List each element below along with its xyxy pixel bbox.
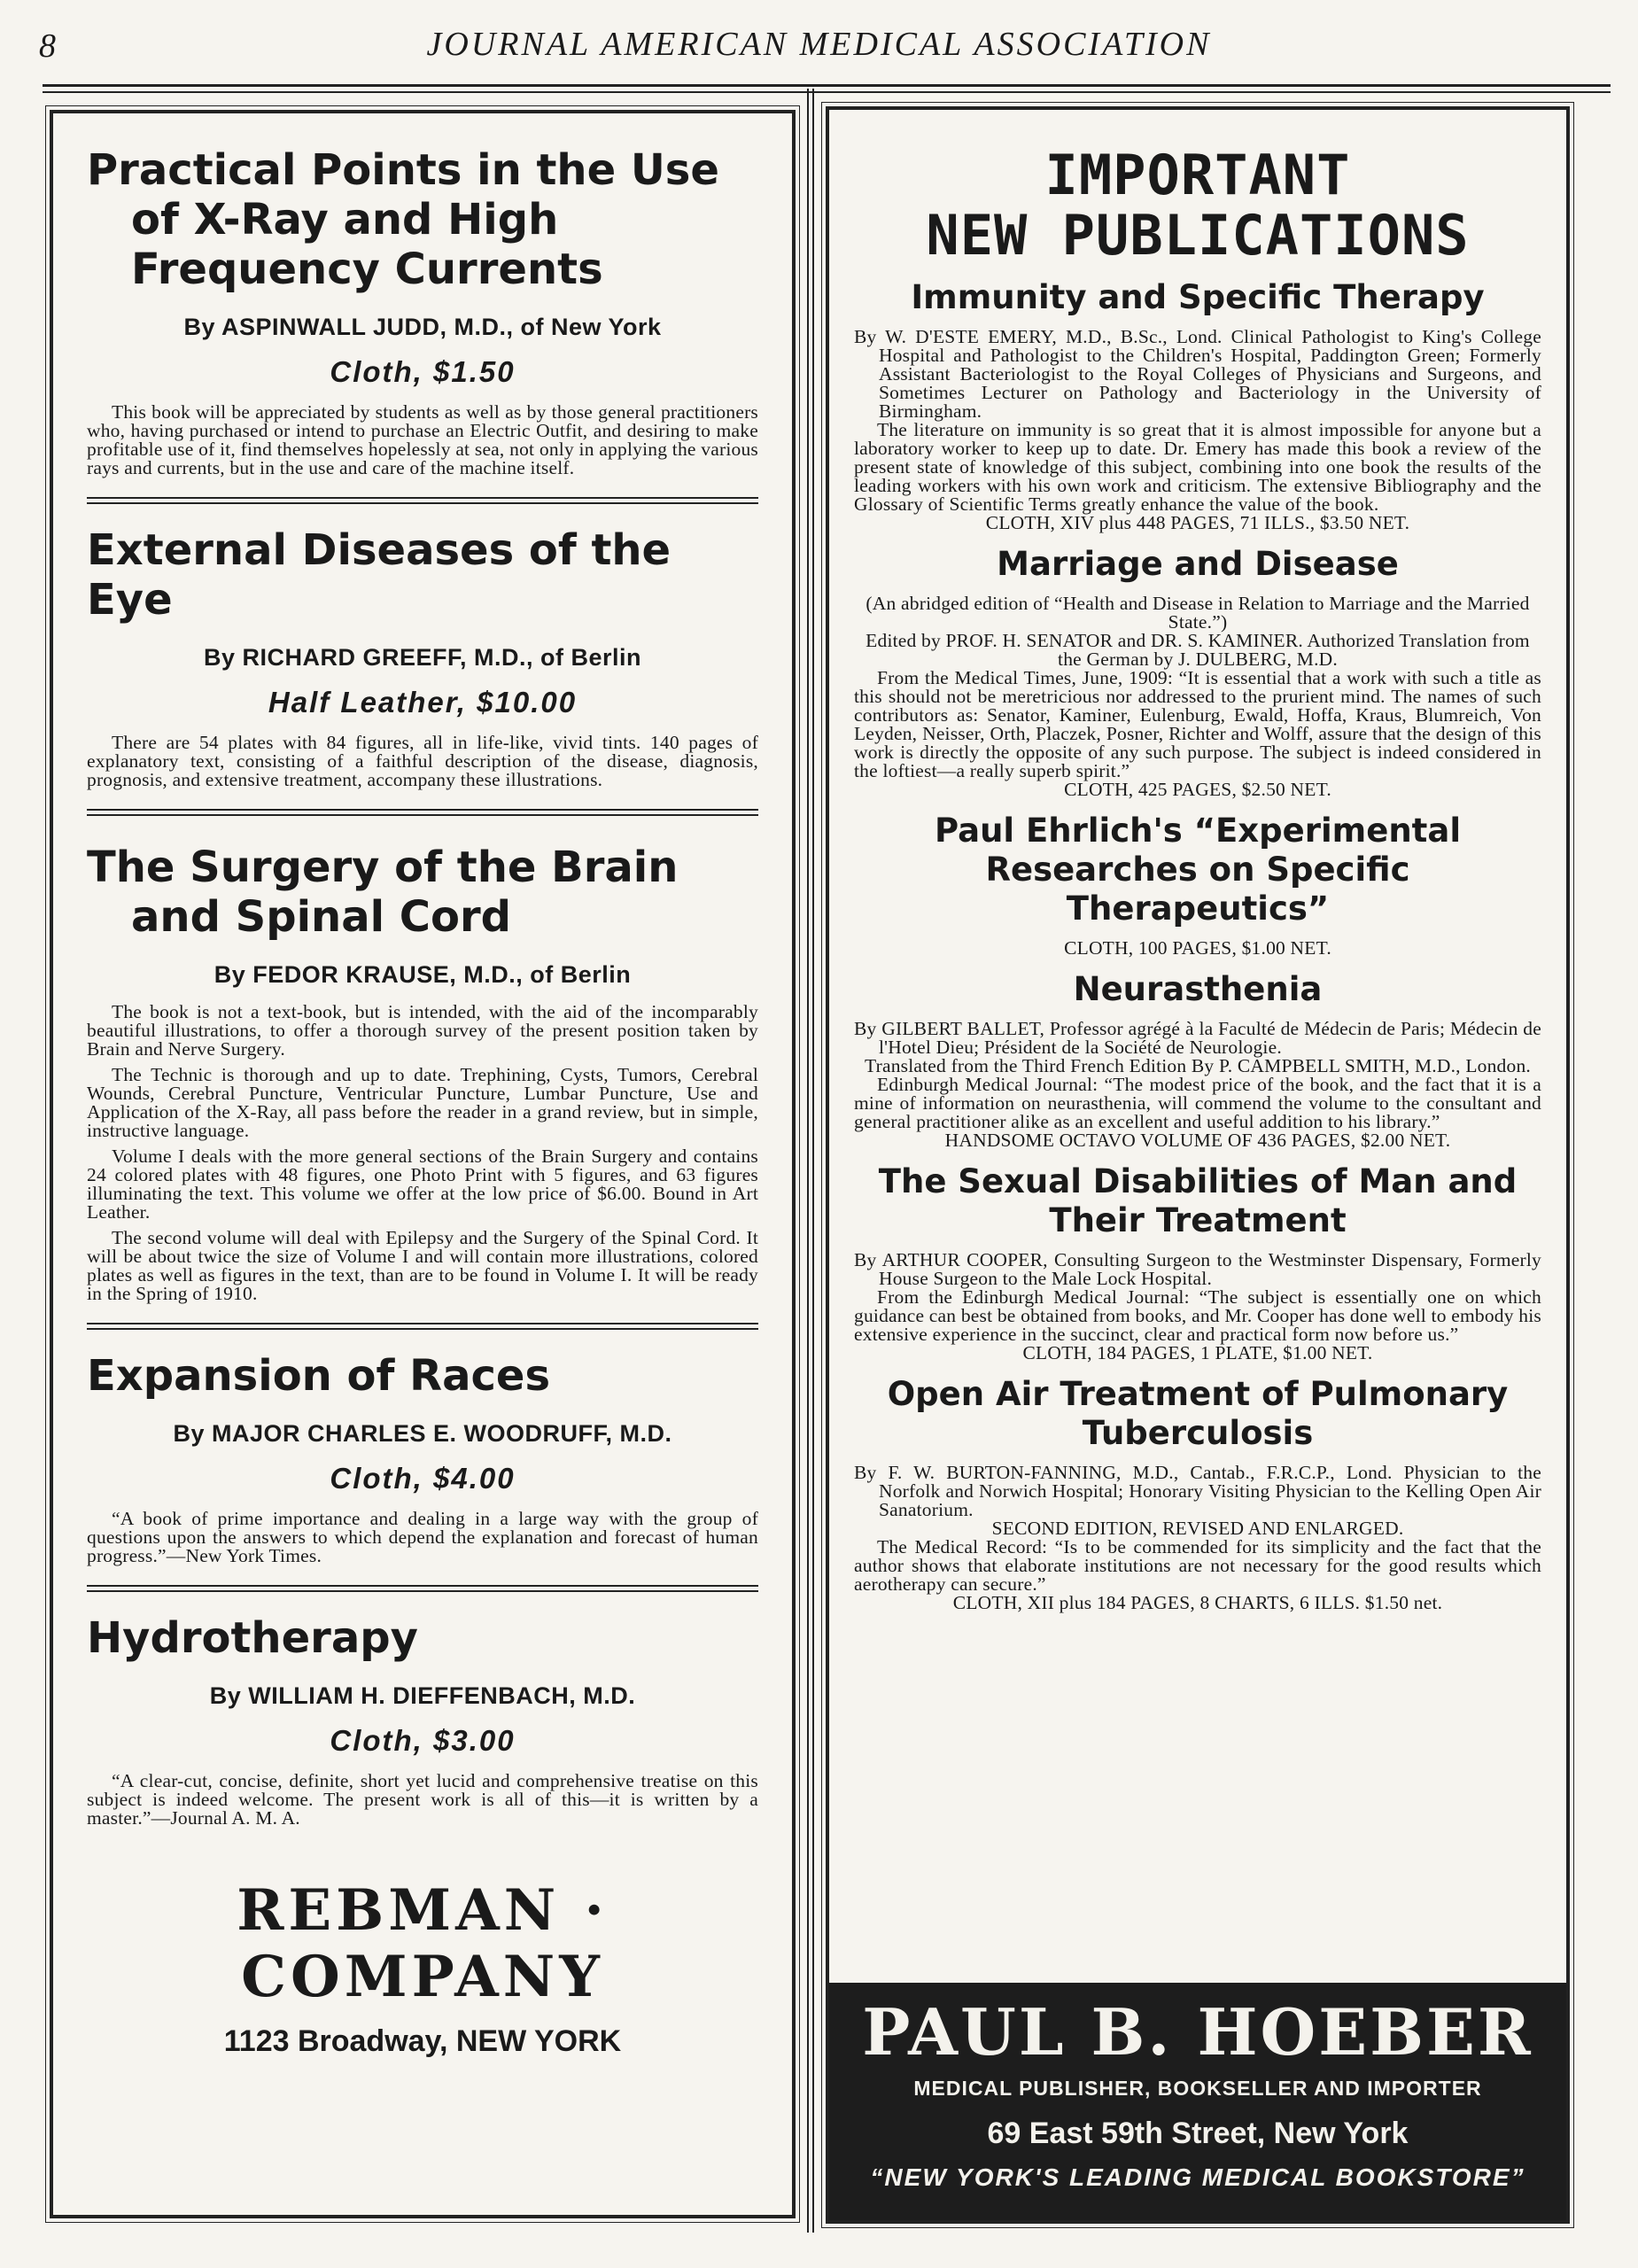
description-line: By GILBERT BALLET, Professor agrégé à la Faculté de Médecin de Paris; Médecin de l'Hotel Dieu; Président de la Société de Neurologie. xyxy=(854,1018,1541,1058)
description-line: The literature on immunity is so great that it is almost impossible for anyone but a laboratory worker to keep up to date. Dr. Emery has made this book a review of the present state of knowledge of this subject, combining into one book the results of the leading workers with his own work and criticism. The extensive Bibliography and the Glossary of Scientific Terms greatly enhance the value of the book. xyxy=(854,419,1541,515)
book-description xyxy=(87,403,758,478)
page-number: 8 xyxy=(39,27,56,65)
description-line: CLOTH, 425 PAGES, $2.50 NET. xyxy=(1064,779,1331,800)
description-paragraph: There are 54 plates with 84 figures, all in life-like, vivid tints. 140 pages of explanatory text, consisting of a faithful description of the disease, diagnosis, prognosis, and extensive treatment, accompany these illustrations. xyxy=(87,732,758,790)
publisher-name: PAUL B. HOEBER xyxy=(862,1994,1533,2070)
book-entry-races xyxy=(87,1351,758,1565)
book-title: Practical Points in the Use of X-Ray and High Frequency Currents xyxy=(87,145,719,294)
book-description xyxy=(854,594,1541,799)
book-entry xyxy=(854,1375,1541,1612)
description-line: By F. W. BURTON-FANNING, M.D., Cantab., F.R.C.P., Lond. Physician to the Norfolk and Norwich Hospital; Honorary Visiting Physician to the Kelling Open Air Sanatorium. xyxy=(854,1462,1541,1520)
hoeber-advertisement xyxy=(826,106,1570,2224)
book-byline: By MAJOR CHARLES E. WOODRUFF, M.D. xyxy=(173,1420,672,1447)
rebman-advertisement xyxy=(50,110,796,2218)
description-line: CLOTH, XIV plus 448 PAGES, 71 ILLS., $3.50 NET. xyxy=(985,512,1410,533)
book-description xyxy=(87,1510,758,1565)
book-byline: By ASPINWALL JUDD, M.D., of New York xyxy=(183,314,662,340)
book-title: Open Air Treatment of Pulmonary Tuberculosis xyxy=(887,1375,1509,1452)
publisher-address: 1123 Broadway, NEW YORK xyxy=(223,2024,622,2058)
book-title: Paul Ehrlich's “Experimental Researches on Specific Therapeutics” xyxy=(934,812,1462,928)
book-price: Cloth, $1.50 xyxy=(330,355,516,388)
section-separator xyxy=(87,809,758,816)
book-entry xyxy=(854,278,1541,532)
journal-title: JOURNAL AMERICAN MEDICAL ASSOCIATION xyxy=(426,26,1212,63)
publisher-description: MEDICAL PUBLISHER, BOOKSELLER AND IMPORTER xyxy=(913,2077,1482,2100)
description-line: CLOTH, 100 PAGES, $1.00 NET. xyxy=(1064,937,1331,959)
header-rule xyxy=(43,84,1611,93)
book-description xyxy=(854,939,1541,958)
publisher-slogan: “NEW YORK'S LEADING MEDICAL BOOKSTORE” xyxy=(870,2163,1525,2191)
book-description xyxy=(854,1464,1541,1612)
description-line: (An abridged edition of “Health and Disease in Relation to Marriage and the Married State.”) xyxy=(866,593,1530,633)
book-byline: By FEDOR KRAUSE, M.D., of Berlin xyxy=(213,961,632,988)
book-entry xyxy=(854,970,1541,1150)
description-paragraph: The Technic is thorough and up to date. Trephining, Cysts, Tumors, Cerebral Wounds, Cerebral Puncture, Ventricular Puncture, Lumbar Puncture, Use and Application of the X-Ray, all pass before the reader in a grand review, but in simple, instructive language. xyxy=(87,1064,758,1141)
book-price: Half Leather, $10.00 xyxy=(268,686,578,718)
description-paragraph: The second volume will deal with Epilepsy and the Surgery of the Spinal Cord. It will be about twice the size of Volume I and will contain more illustrations, colored plates as well as figures in the text, than are to be found in Volume I. It will be ready in the Spring of 1910. xyxy=(87,1227,758,1304)
book-title: Hydrotherapy xyxy=(87,1613,418,1663)
description-line: CLOTH, 184 PAGES, 1 PLATE, $1.00 NET. xyxy=(1022,1342,1373,1363)
book-description xyxy=(854,1020,1541,1150)
right-book-list xyxy=(854,278,1541,1612)
description-line: The Medical Record: “Is to be commended for its simplicity and the fact that the author shows that elaborate institutions are not necessary for the good results which aerotherapy can secure.” xyxy=(854,1536,1541,1595)
book-description xyxy=(87,1003,758,1303)
ad-heading-line: NEW PUBLICATIONS xyxy=(926,203,1470,268)
book-title: The Surgery of the Brain and Spinal Cord xyxy=(87,843,679,942)
publisher-banner xyxy=(829,1983,1566,2220)
book-entry xyxy=(854,1162,1541,1363)
book-entry-hydrotherapy xyxy=(87,1613,758,1828)
description-line: HANDSOME OCTAVO VOLUME OF 436 PAGES, $2.00 NET. xyxy=(944,1130,1451,1151)
description-line: By ARTHUR COOPER, Consulting Surgeon to the Westminster Dispensary, Formerly House Surgeon to the Male Lock Hospital. xyxy=(854,1249,1541,1289)
description-paragraph: The book is not a text-book, but is intended, with the aid of the incomparably beautiful illustrations, to offer a thorough survey of the present position taken by Brain and Nerve Surgery. xyxy=(87,1001,758,1060)
section-separator xyxy=(87,1585,758,1592)
book-byline: By WILLIAM H. DIEFFENBACH, M.D. xyxy=(209,1682,636,1709)
section-separator xyxy=(87,1323,758,1330)
book-byline: By RICHARD GREEFF, M.D., of Berlin xyxy=(203,644,642,671)
book-title: Marriage and Disease xyxy=(997,545,1399,583)
book-entry-brain-surgery xyxy=(87,843,758,1303)
description-line: From the Medical Times, June, 1909: “It is essential that a work with such a title as this should not be meretricious nor addressed to the prurient mind. The names of such contributors as: Senator, Kaminer, Eulenburg, Ewald, Hoffa, Kraus, Blumreich, Von Leyden, Neisser, Orth, Placzek, Posner, Richter and Wolff, assure that the design of this work is directly the opposite of any such purpose. The subject is indeed considered in the loftiest—a really superb spirit.” xyxy=(854,667,1541,781)
description-paragraph: “A book of prime importance and dealing in a large way with the group of questions upon the answers to which depend the explanation and forecast of human progress.”—New York Times. xyxy=(87,1508,758,1566)
book-description xyxy=(854,328,1541,532)
section-separator xyxy=(87,497,758,504)
description-paragraph: Volume I deals with the more general sections of the Brain Surgery and contains 24 colored plates with 48 figures, one Photo Print with 5 figures, and 63 figures illuminating the text. This volume we offer at the low price of $6.00. Bound in Art Leather. xyxy=(87,1146,758,1223)
description-paragraph: This book will be appreciated by students as well as by those general practitioners who, having purchased or intend to purchase an Electric Outfit, and desiring to make profitable use of it, find themselves hopelessly at sea, not only in applying the various rays and currents, but in the use and care of the machine itself. xyxy=(87,401,758,478)
description-line: Translated from the Third French Edition By P. CAMPBELL SMITH, M.D., London. xyxy=(865,1055,1531,1076)
book-entry xyxy=(854,545,1541,799)
description-line: By W. D'ESTE EMERY, M.D., B.Sc., Lond. Clinical Pathologist to King's College Hospital and Pathologist to the Children's Hospital, Paddington Green; Formerly Assistant Bacteriologist to the Royal Colleges of Physicians and Surgeons, and Sometimes Lecturer on Pathology and Bacteriology in the University of Birmingham. xyxy=(854,326,1541,422)
book-entry xyxy=(854,812,1541,958)
publisher-name: REBMAN · COMPANY xyxy=(237,1877,609,2010)
book-title: Neurasthenia xyxy=(1073,970,1323,1008)
book-entry-eye xyxy=(87,525,758,789)
column-divider xyxy=(807,89,814,2233)
page-header xyxy=(0,0,1638,80)
ad-heading-line: IMPORTANT xyxy=(1044,143,1351,207)
book-description xyxy=(87,1772,758,1828)
description-line: From the Edinburgh Medical Journal: “The subject is essentially one on which guidance can best be obtained from books, and Mr. Cooper has done well to embody his extensive experience in the succinct, clear and practical form now before us.” xyxy=(854,1286,1541,1345)
book-title: The Sexual Disabilities of Man and Their Treatment xyxy=(878,1162,1518,1239)
book-title: Immunity and Specific Therapy xyxy=(911,278,1485,316)
description-paragraph: “A clear-cut, concise, definite, short yet lucid and comprehensive treatise on this subject is indeed welcome. The present work is all of this—it is written by a master.”—Journal A. M. A. xyxy=(87,1770,758,1829)
book-price: Cloth, $3.00 xyxy=(330,1724,516,1757)
book-entry-xray xyxy=(87,145,758,478)
description-line: Edited by PROF. H. SENATOR and DR. S. KAMINER. Authorized Translation from the German by J. DULBERG, M.D. xyxy=(866,630,1530,670)
book-title: Expansion of Races xyxy=(87,1351,551,1401)
book-price: Cloth, $4.00 xyxy=(330,1462,516,1495)
book-description xyxy=(87,734,758,789)
publisher-address: 69 East 59th Street, New York xyxy=(987,2117,1409,2150)
book-description xyxy=(854,1251,1541,1363)
description-line: Edinburgh Medical Journal: “The modest price of the book, and the fact that it is a mine of information on neurasthenia, will commend the volume to the consultant and general practitioner alike as an excellent and useful addition to his library.” xyxy=(854,1074,1541,1132)
description-line: SECOND EDITION, REVISED AND ENLARGED. xyxy=(991,1518,1404,1539)
ad-heading xyxy=(854,145,1541,266)
book-title: External Diseases of the Eye xyxy=(87,525,672,625)
description-line: CLOTH, XII plus 184 PAGES, 8 CHARTS, 6 ILLS. $1.50 net. xyxy=(952,1592,1443,1613)
